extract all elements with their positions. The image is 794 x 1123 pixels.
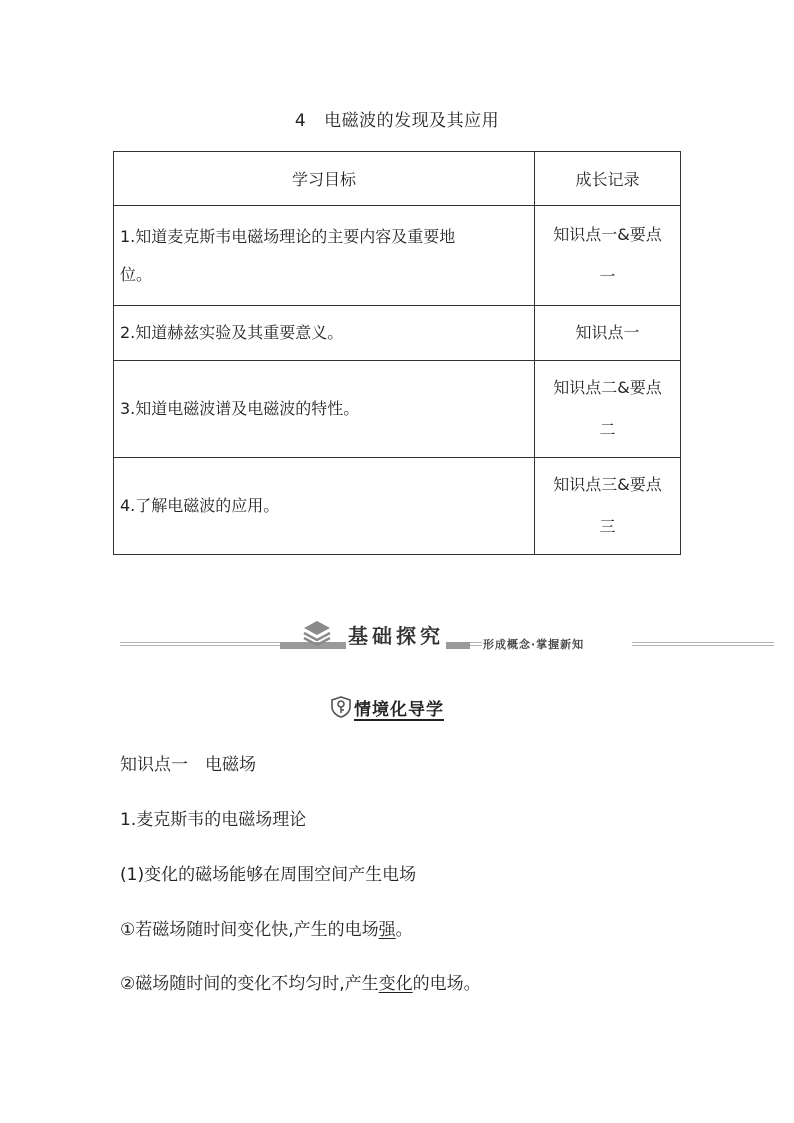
banner-subtitle: 形成概念·掌握新知	[483, 638, 585, 651]
page-title	[0, 106, 794, 131]
banner-rule-mid	[470, 642, 482, 646]
record-cell	[535, 306, 681, 361]
record-line: 三	[599, 517, 616, 536]
goal-cell	[114, 458, 535, 555]
record-cell	[535, 206, 681, 306]
bullet-item	[120, 969, 481, 994]
header-record: 成长记录	[535, 152, 681, 206]
goal-line: 2.知道赫兹实验及其重要意义。	[120, 323, 344, 342]
knowledge-point-heading: 知识点一 电磁场	[120, 755, 256, 775]
layers-icon	[302, 618, 332, 648]
record-line: 一	[599, 266, 616, 286]
fill-answer: 强	[378, 920, 396, 940]
learning-goals-table	[113, 151, 681, 555]
bullet-item	[120, 915, 413, 940]
banner-rule-right	[632, 642, 774, 646]
key-icon	[330, 696, 352, 718]
section-number: 4	[294, 111, 307, 131]
header-goals: 学习目标	[114, 152, 535, 206]
goal-line: 1.知道麦克斯韦电磁场理论的主要内容及重要地	[120, 226, 456, 246]
record-cell	[535, 458, 681, 555]
goal-line: 4.了解电磁波的应用。	[120, 496, 280, 515]
goal-cell	[114, 206, 535, 306]
banner-rule-left	[120, 642, 280, 646]
table-header-row	[114, 152, 681, 206]
record-line: 知识点一	[575, 323, 640, 342]
section-title: 电磁波的发现及其应用	[324, 111, 500, 131]
fill-answer: 变化	[378, 974, 413, 994]
record-line: 知识点一&要点	[553, 224, 662, 244]
table-row	[114, 306, 681, 361]
bullet-text: 。	[395, 920, 413, 940]
table-row	[114, 458, 681, 555]
table-row	[114, 206, 681, 306]
bullet-text: ②磁场随时间的变化不均匀时,产生	[120, 974, 379, 994]
goal-cell	[114, 306, 535, 361]
table-row	[114, 361, 681, 458]
paragraph: (1)变化的磁场能够在周围空间产生电场	[120, 865, 417, 885]
goal-line: 3.知道电磁波谱及电磁波的特性。	[120, 399, 360, 418]
record-line: 知识点三&要点	[553, 475, 662, 494]
section-banner	[0, 616, 794, 660]
paragraph: 1.麦克斯韦的电磁场理论	[120, 810, 307, 830]
subheading-text: 情境化导学	[354, 700, 444, 720]
goal-cell	[114, 361, 535, 458]
bullet-text: ①若磁场随时间变化快,产生的电场	[120, 920, 379, 940]
goal-line: 位。	[120, 264, 153, 284]
bullet-text: 的电场。	[412, 974, 481, 994]
banner-title: 基础探究	[346, 620, 446, 649]
record-cell	[535, 361, 681, 458]
record-line: 二	[599, 420, 616, 439]
record-line: 知识点二&要点	[553, 378, 662, 397]
